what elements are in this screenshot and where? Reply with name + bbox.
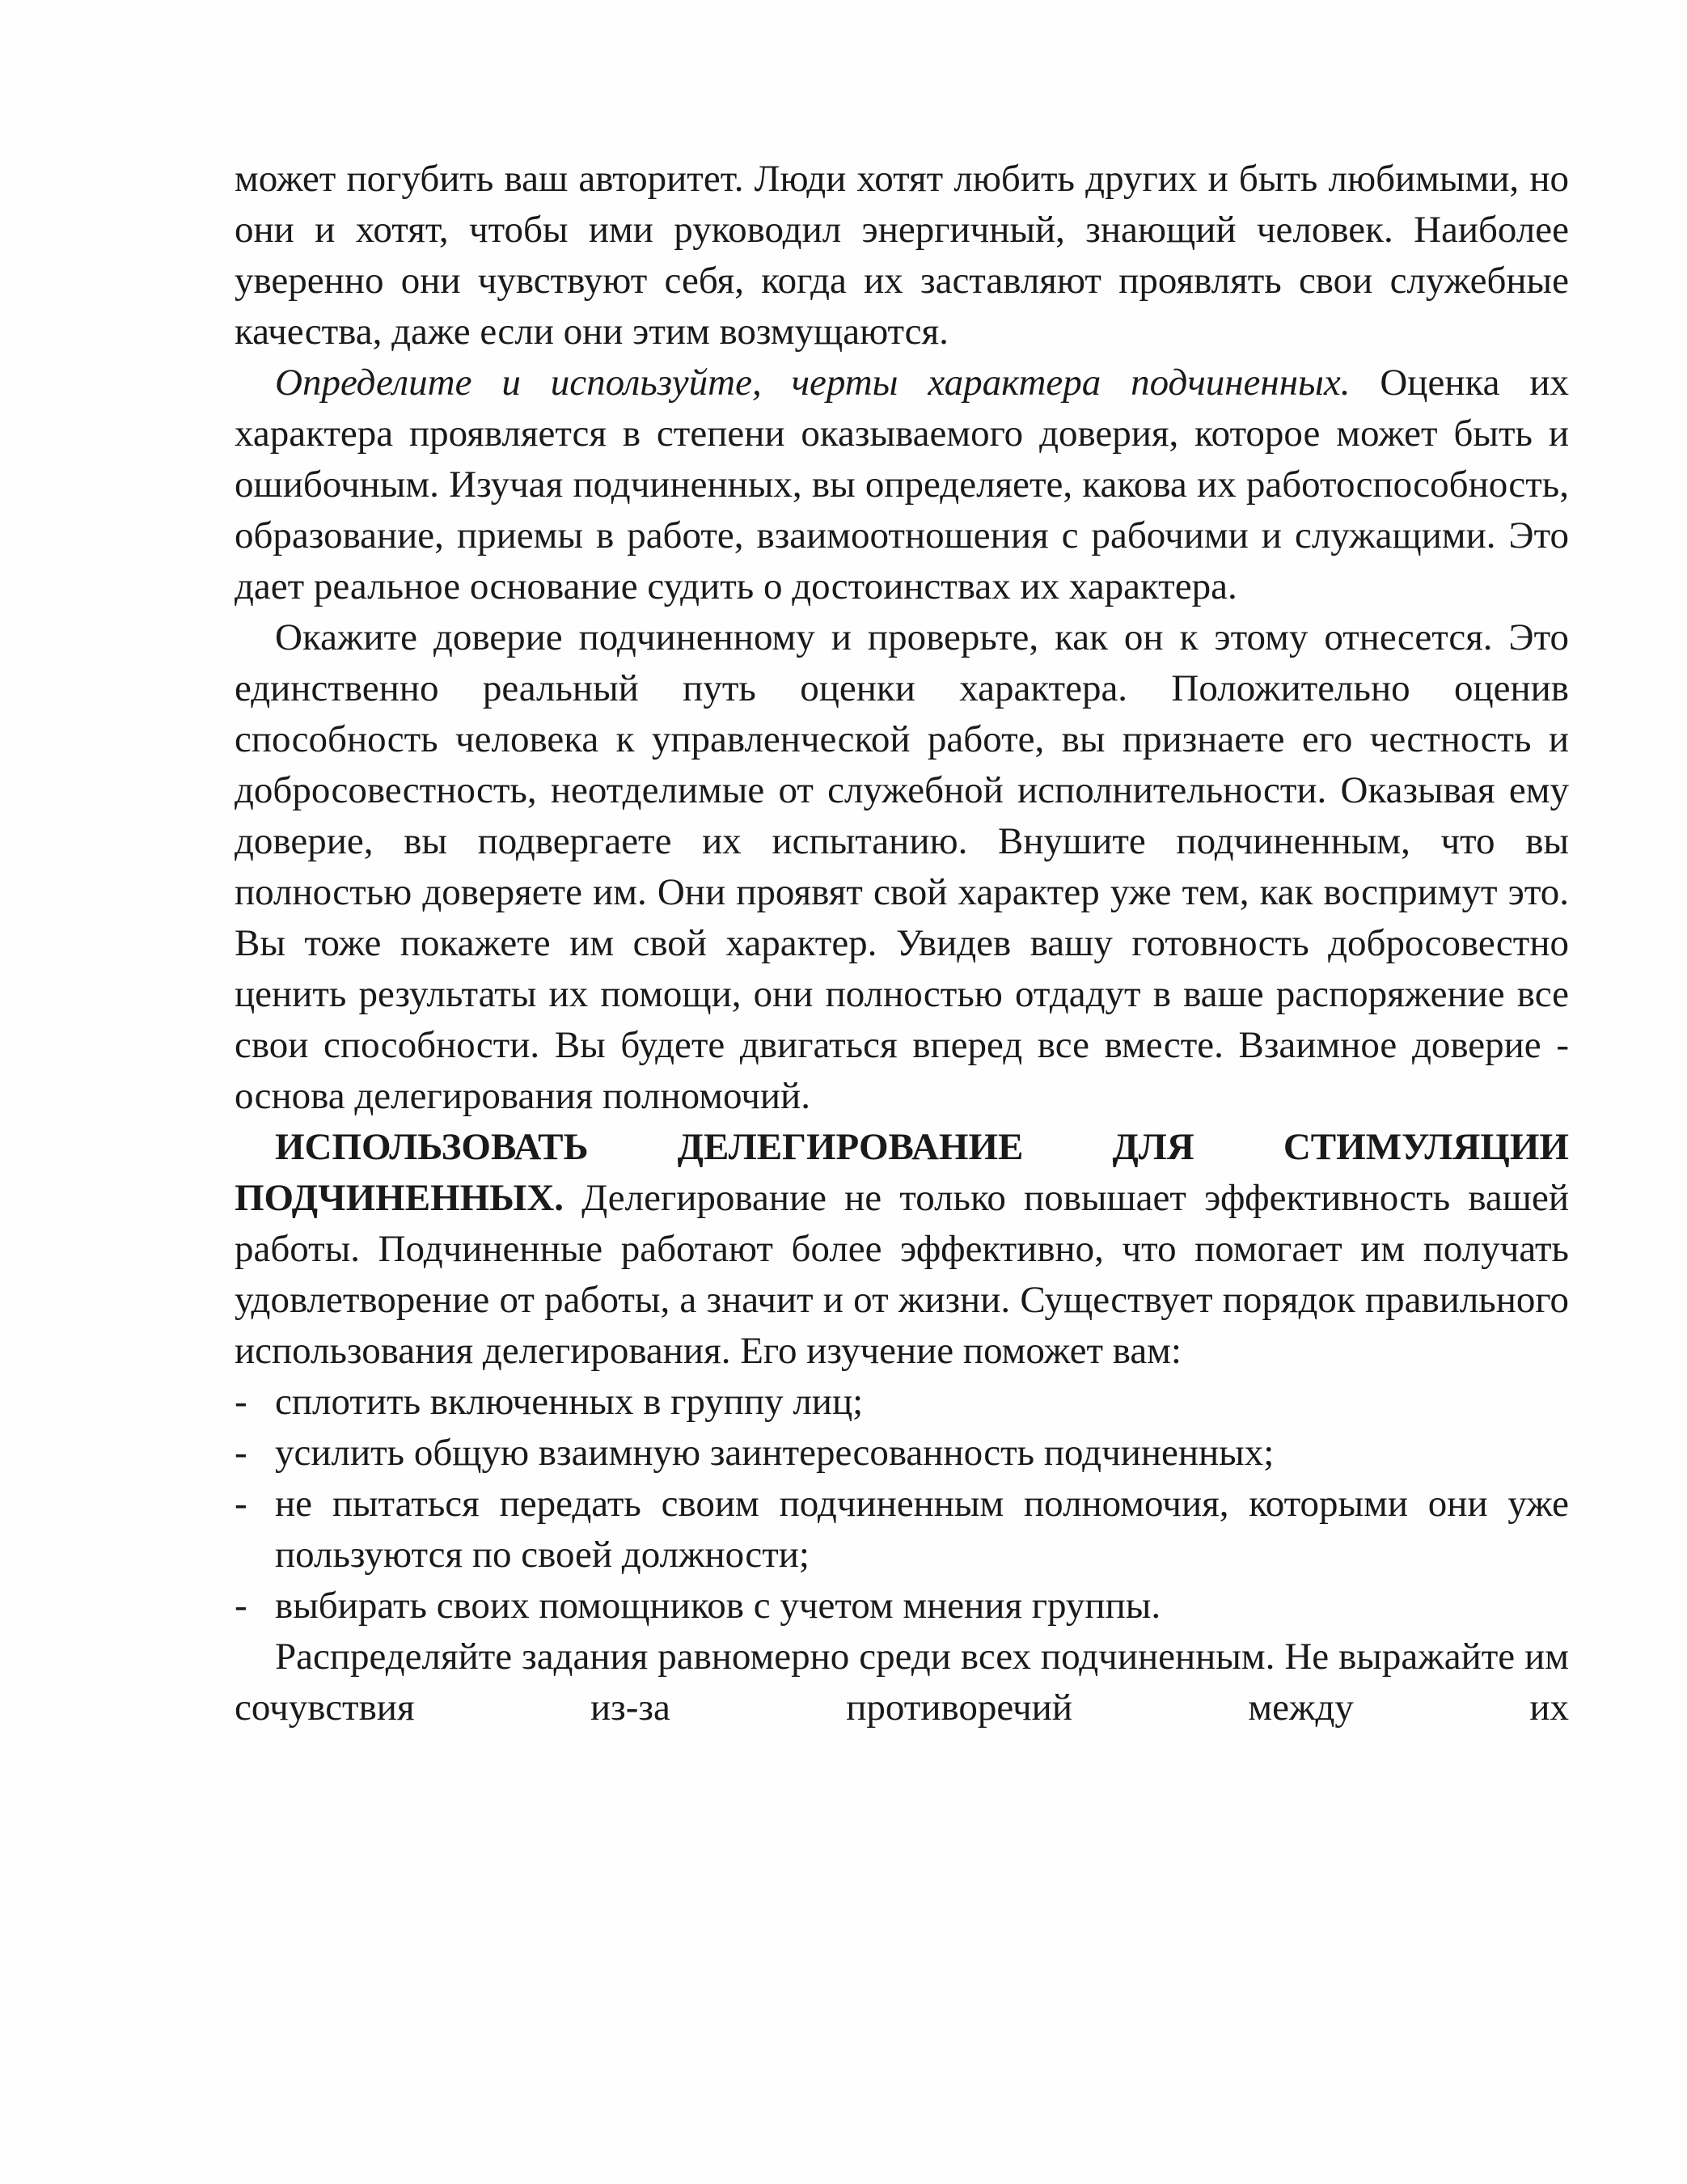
list-item-text: не пытаться передать своим подчиненным полномочия, которыми они уже пользуются по своей должности; (275, 1483, 1569, 1576)
paragraph-distribution: Распределяйте задания равномерно среди всех подчиненным. Не выражайте им сочувствия из-за противоречий между их (235, 1636, 1569, 1729)
paragraph-delegation-body: Делегирование не только повышает эффективность вашей работы. Подчиненные работают более эффективно, что помогает им получать удовлетворение от работы, а значит и от жизни. Существует порядок правильного использования делегирования. Его изучение поможет вам: (235, 1177, 1569, 1372)
list-item (235, 1377, 1569, 1428)
dash-bullet: - (235, 1483, 247, 1525)
list-item (235, 1428, 1569, 1479)
list-item-text: сплотить включенных в группу лиц; (275, 1381, 864, 1423)
paragraph-character (235, 358, 1569, 612)
list-item-text: выбирать своих помощников с учетом мнения группы. (275, 1585, 1161, 1627)
list-item-text: усилить общую взаимную заинтересованность подчиненных; (275, 1432, 1275, 1474)
paragraph-character-body: Оценка их характера проявляется в степени оказываемого доверия, которое может быть и ошибочным. Изучая подчиненных, вы определяете, какова их работоспособность, образование, приемы в работе, взаимоотношения с рабочими и служащими. Это дает реальное основание судить о достоинствах их характера. (235, 362, 1569, 607)
list-item (235, 1479, 1569, 1581)
dash-bullet: - (235, 1381, 247, 1423)
dash-bullet: - (235, 1432, 247, 1474)
delegation-benefits-list (235, 1377, 1569, 1632)
paragraph-trust: Окажите доверие подчиненному и проверьте, как он к этому отнесется. Это единственно реальный путь оценки характера. Положительно оценив способность человека к управленческой работе, вы признаете его честность и добросовестность, неотделимые от служебной исполнительности. Оказывая ему доверие, вы подвергаете их испытанию. Внушите подчиненным, что вы полностью доверяете им. Они проявят свой характер уже тем, как воспримут это. Вы тоже покажете им свой характер. Увидев вашу готовность добросовестно ценить результаты их помощи, они полностью отдадут в ваше распоряжение все свои способности. Вы будете двигаться вперед все вместе. Взаимное доверие - основа делегирования полномочий. (235, 616, 1569, 1117)
paragraph-delegation (235, 1122, 1569, 1377)
dash-bullet: - (235, 1585, 247, 1627)
paragraph-authority: может погубить ваш авторитет. Люди хотят любить других и быть любимыми, но они и хотят, чтобы ими руководил энергичный, знающий человек. Наиболее уверенно они чувствуют себя, когда их заставляют проявлять свои служебные качества, даже если они этим возмущаются. (235, 158, 1569, 353)
page-text (235, 154, 1569, 1733)
list-item (235, 1581, 1569, 1632)
italic-lead-phrase: Определите и используйте, черты характера подчиненных. (275, 362, 1351, 404)
section-heading: ИСПОЛЬЗОВАТЬ ДЕЛЕГИРОВАНИЕ ДЛЯ СТИМУЛЯЦИИ ПОДЧИНЕННЫХ. (235, 1126, 1569, 1219)
